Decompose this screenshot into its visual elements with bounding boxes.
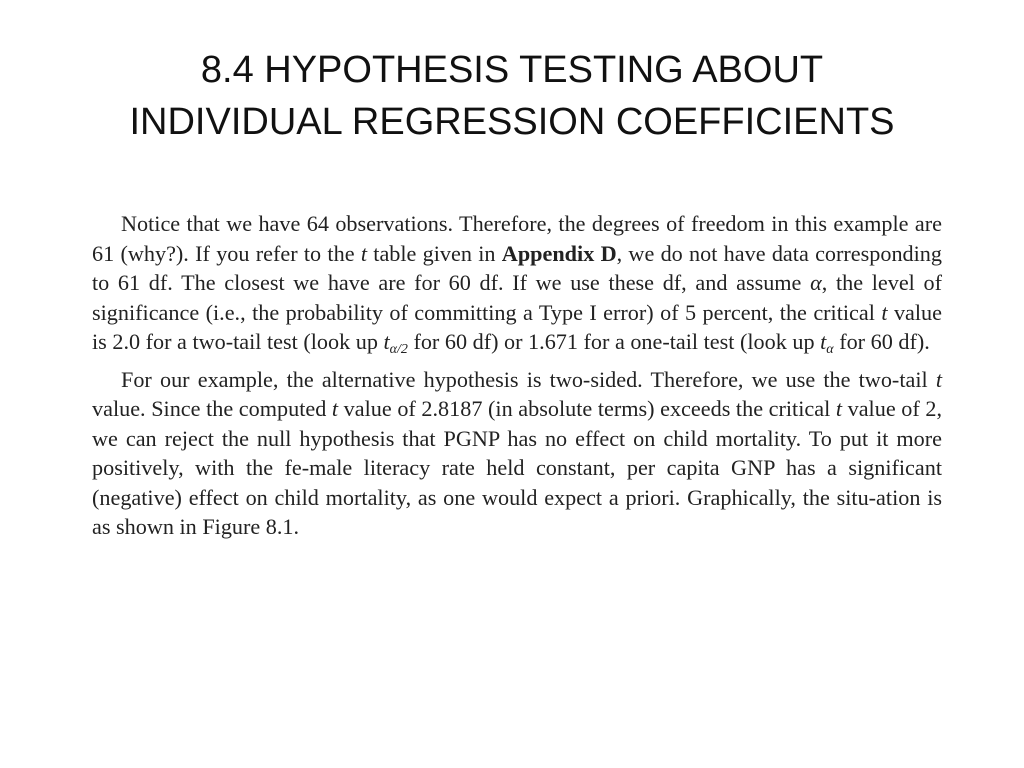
t-symbol: t [360,240,367,266]
t-symbol: t [383,329,390,354]
paragraph-2-text-d: value of 2, we can reject the null hypothesis that PGNP has no effect on child mortality. To put it more positively, with the fe-male literacy rate held constant, per capita GNP has a significant (negative) effect on child mortality, as one would expect a priori. Graphically, the situ-ation is as shown in Figure 8.1. [92,396,942,539]
alpha-symbol: α [810,270,822,295]
paragraph-1-text-d: , the level of significance (i.e., the probability of committing a Type I error) of 5 percent, the critical [92,270,942,325]
paragraph-2-text-a: For our example, the alternative hypothesis is two-sided. Therefore, we use the two-tail [121,366,936,392]
alpha-subscript: α [826,342,834,357]
slide-title [60,44,964,148]
alpha-half-subscript: α/2 [389,342,408,357]
paragraph-1-text-e: value is 2.0 for a two-tail test (look up [92,299,942,354]
t-symbol: t [881,299,888,325]
slide-title-line-2: INDIVIDUAL REGRESSION COEFFICIENTS [129,101,895,143]
paragraph-1-text-f: for 60 df) or 1.671 for a one-tail test (look up [407,329,821,354]
paragraph-1-text-b: table given in [367,240,502,266]
paragraph-2-text-b: value. Since the computed [92,396,332,421]
text-excerpt [92,209,942,542]
t-symbol: t [331,396,339,421]
slide-title-line-1: 8.4 HYPOTHESIS TESTING ABOUT [200,49,824,91]
paragraph-1-text-a: Notice that we have 64 observations. Therefore, the degrees of freedom in this example are 61 (why?). If you refer to the [92,211,942,266]
t-symbol: t [935,366,942,392]
paragraph-1-text-g: for 60 df). [833,329,930,354]
appendix-reference: Appendix D [501,240,617,266]
paragraph-1-text-c: , we do not have data corresponding to 61 df. The closest we have are for 60 df. If we use these df, and assume [92,240,942,295]
paragraph-2-text-c: value of 2.8187 (in absolute terms) exceeds the critical [338,396,836,421]
paragraph-2 [92,365,942,542]
t-symbol: t [835,396,843,421]
paragraph-1 [92,209,942,365]
t-symbol: t [820,329,827,354]
